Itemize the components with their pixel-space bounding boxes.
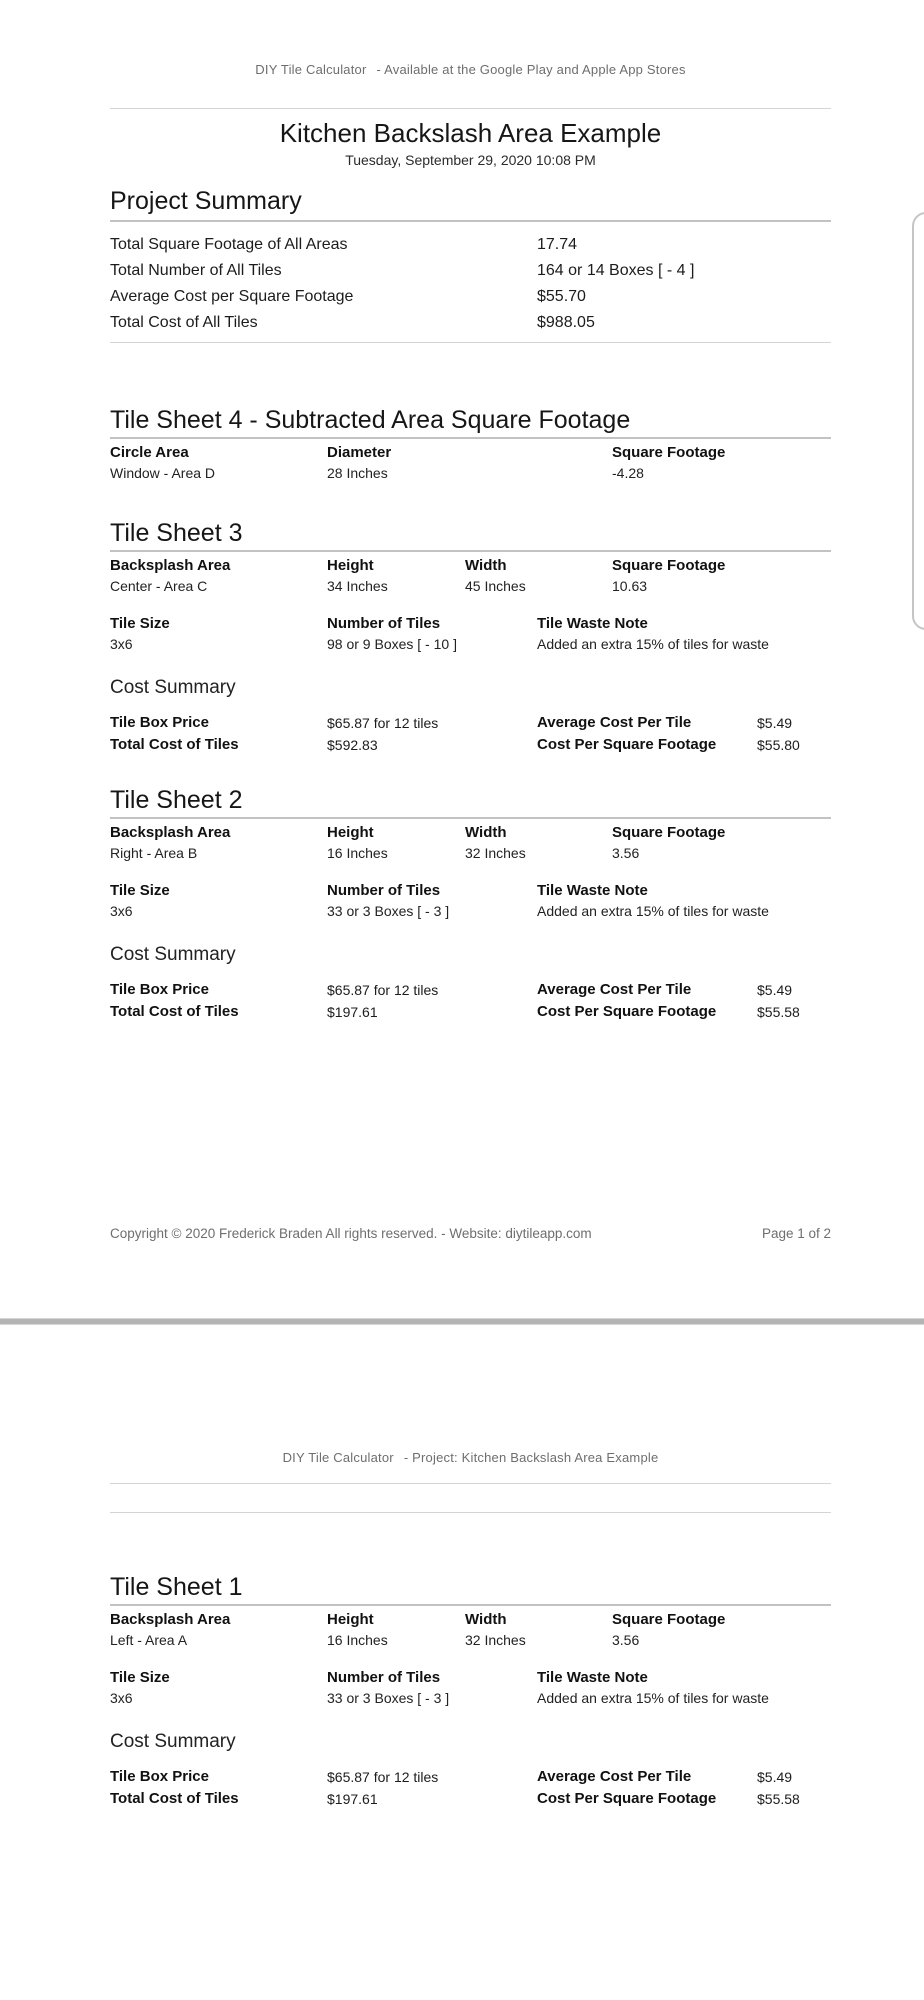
sheet3-cost-summary-heading: Cost Summary	[110, 677, 236, 698]
tile-sheet-3-heading: Tile Sheet 3	[110, 519, 243, 547]
total-cost-of-tiles-value: $197.61	[327, 1791, 378, 1807]
number-of-tiles-value: 33 or 3 Boxes [ - 3 ]	[327, 903, 450, 919]
tile-size-header: Tile Size	[110, 615, 170, 632]
total-cost-of-tiles-label: Total Cost of Tiles	[110, 1790, 239, 1807]
tile-sheet-1-rule	[110, 1604, 831, 1606]
cost-per-square-footage-label: Cost Per Square Footage	[537, 736, 717, 753]
cost-per-square-footage-label: Cost Per Square Footage	[537, 1003, 717, 1020]
backsplash-area-header: Backsplash Area	[110, 1611, 231, 1628]
project-name-note: - Project: Kitchen Backslash Area Example	[403, 1450, 659, 1465]
square-footage-value: -4.28	[612, 465, 644, 481]
width-value: 32 Inches	[465, 1632, 526, 1648]
sheet1-value-row	[110, 1630, 831, 1650]
sheet3-cost-row-2	[110, 734, 831, 756]
width-value: 45 Inches	[465, 578, 526, 594]
height-value: 16 Inches	[327, 1632, 388, 1648]
tile-waste-note-header: Tile Waste Note	[537, 615, 648, 632]
summary-row	[110, 310, 831, 336]
app-name: DIY Tile Calculator	[255, 62, 367, 77]
square-footage-value: 3.56	[612, 1632, 640, 1648]
height-value: 16 Inches	[327, 845, 388, 861]
summary-label: Total Square Footage of All Areas	[110, 236, 348, 253]
project-summary-section	[110, 186, 831, 336]
tile-waste-note-header: Tile Waste Note	[537, 1669, 648, 1686]
sheet2-value-row	[110, 843, 831, 863]
tile-box-price-label: Tile Box Price	[110, 714, 209, 731]
sheet1-cost-row-2	[110, 1788, 831, 1810]
backsplash-area-value: Right - Area B	[110, 845, 198, 861]
document-title: Kitchen Backslash Area Example	[279, 118, 662, 148]
cost-per-square-footage-value: $55.80	[757, 737, 800, 753]
summary-label: Total Cost of All Tiles	[110, 314, 258, 331]
tile-size-value: 3x6	[110, 636, 133, 652]
number-of-tiles-header: Number of Tiles	[327, 882, 441, 899]
total-cost-of-tiles-value: $197.61	[327, 1004, 378, 1020]
scrollbar-thumb[interactable]	[912, 212, 924, 630]
sheet4-header-row	[110, 443, 831, 463]
average-cost-per-tile-value: $5.49	[757, 982, 793, 998]
total-cost-of-tiles-label: Total Cost of Tiles	[110, 736, 239, 753]
tile-size-value: 3x6	[110, 903, 133, 919]
document-page-2	[0, 1325, 924, 2000]
tile-size-header: Tile Size	[110, 882, 170, 899]
sheet1-cost-row-1	[110, 1766, 831, 1788]
average-cost-per-tile-label: Average Cost Per Tile	[537, 714, 692, 731]
sheet2-cost-summary-heading: Cost Summary	[110, 944, 236, 965]
tile-waste-note-value: Added an extra 15% of tiles for waste	[537, 636, 769, 652]
sheet2-cost-row-2	[110, 1001, 831, 1023]
cost-per-square-footage-label: Cost Per Square Footage	[537, 1790, 717, 1807]
square-footage-value: 3.56	[612, 845, 640, 861]
sheet2-cost-row-1	[110, 979, 831, 1001]
height-header: Height	[327, 824, 374, 841]
diameter-header: Diameter	[327, 444, 392, 461]
number-of-tiles-header: Number of Tiles	[327, 615, 441, 632]
height-value: 34 Inches	[327, 578, 388, 594]
store-availability-note: - Available at the Google Play and Apple App Stores	[376, 62, 686, 77]
sheet3-header-row	[110, 556, 831, 576]
sheet2-tile-header-row	[110, 881, 831, 901]
tile-waste-note-value: Added an extra 15% of tiles for waste	[537, 903, 769, 919]
copyright-text: Copyright © 2020 Frederick Braden All rights reserved. - Website: diytileapp.com	[110, 1226, 592, 1241]
sheet3-tile-header-row	[110, 614, 831, 634]
summary-row	[110, 232, 831, 258]
project-summary-rule	[110, 220, 831, 222]
tile-size-header: Tile Size	[110, 1669, 170, 1686]
sheet3-cost-row-1	[110, 712, 831, 734]
summary-value: 17.74	[537, 236, 578, 253]
total-cost-of-tiles-value: $592.83	[327, 737, 378, 753]
number-of-tiles-header: Number of Tiles	[327, 1669, 441, 1686]
sheet3-tile-value-row	[110, 634, 831, 654]
tile-sheet-2-rule	[110, 817, 831, 819]
tile-sheet-2-section	[110, 785, 831, 1023]
tile-sheet-3-rule	[110, 550, 831, 552]
sheet3-value-row	[110, 576, 831, 596]
header-rule	[110, 108, 831, 109]
page2-header-rule-2	[110, 1512, 831, 1513]
tile-sheet-3-section	[110, 518, 831, 756]
square-footage-header: Square Footage	[612, 557, 726, 574]
number-of-tiles-value: 98 or 9 Boxes [ - 10 ]	[327, 636, 457, 652]
page1-header	[110, 62, 831, 77]
width-header: Width	[465, 1611, 507, 1628]
summary-value: $988.05	[537, 314, 595, 331]
number-of-tiles-value: 33 or 3 Boxes [ - 3 ]	[327, 1690, 450, 1706]
tile-sheet-4-heading: Tile Sheet 4 - Subtracted Area Square Footage	[110, 406, 631, 434]
backsplash-area-header: Backsplash Area	[110, 557, 231, 574]
diameter-value: 28 Inches	[327, 465, 388, 481]
sheet1-tile-header-row	[110, 1668, 831, 1688]
average-cost-per-tile-label: Average Cost Per Tile	[537, 1768, 692, 1785]
page2-header-rule-1	[110, 1483, 831, 1484]
app-name: DIY Tile Calculator	[282, 1450, 394, 1465]
tile-sheet-4-section	[110, 405, 831, 483]
tile-waste-note-value: Added an extra 15% of tiles for waste	[537, 1690, 769, 1706]
tile-box-price-label: Tile Box Price	[110, 1768, 209, 1785]
tile-box-price-label: Tile Box Price	[110, 981, 209, 998]
summary-row	[110, 284, 831, 310]
square-footage-value: 10.63	[612, 578, 648, 594]
sheet1-header-row	[110, 1610, 831, 1630]
total-cost-of-tiles-label: Total Cost of Tiles	[110, 1003, 239, 1020]
summary-value: $55.70	[537, 288, 586, 305]
tile-box-price-value: $65.87 for 12 tiles	[327, 1769, 439, 1785]
square-footage-header: Square Footage	[612, 824, 726, 841]
average-cost-per-tile-value: $5.49	[757, 1769, 793, 1785]
cost-per-square-footage-value: $55.58	[757, 1791, 800, 1807]
width-value: 32 Inches	[465, 845, 526, 861]
summary-label: Average Cost per Square Footage	[110, 288, 354, 305]
backsplash-area-value: Center - Area C	[110, 578, 208, 594]
backsplash-area-value: Left - Area A	[110, 1632, 188, 1648]
width-header: Width	[465, 824, 507, 841]
summary-label: Total Number of All Tiles	[110, 262, 282, 279]
tile-waste-note-header: Tile Waste Note	[537, 882, 648, 899]
tile-sheet-2-heading: Tile Sheet 2	[110, 786, 243, 814]
circle-area-value: Window - Area D	[110, 465, 216, 481]
average-cost-per-tile-label: Average Cost Per Tile	[537, 981, 692, 998]
summary-value: 164 or 14 Boxes [ - 4 ]	[537, 262, 695, 279]
tile-sheet-1-section	[110, 1572, 831, 1810]
page-number-label: Page 1 of 2	[761, 1226, 831, 1241]
tile-sheet-1-heading: Tile Sheet 1	[110, 1573, 243, 1601]
average-cost-per-tile-value: $5.49	[757, 715, 793, 731]
page1-footer	[110, 1226, 831, 1241]
tile-box-price-value: $65.87 for 12 tiles	[327, 982, 439, 998]
sheet1-tile-value-row	[110, 1688, 831, 1708]
square-footage-header: Square Footage	[612, 444, 726, 461]
tile-box-price-value: $65.87 for 12 tiles	[327, 715, 439, 731]
tile-size-value: 3x6	[110, 1690, 133, 1706]
summary-row	[110, 258, 831, 284]
height-header: Height	[327, 557, 374, 574]
sheet1-cost-summary-heading: Cost Summary	[110, 1731, 236, 1752]
sheet2-tile-value-row	[110, 901, 831, 921]
sheet4-value-row	[110, 463, 831, 483]
summary-bottom-rule	[110, 342, 831, 343]
sheet2-header-row	[110, 823, 831, 843]
tile-sheet-4-rule	[110, 437, 831, 439]
circle-area-header: Circle Area	[110, 444, 189, 461]
page-break-divider	[0, 1318, 924, 1325]
backsplash-area-header: Backsplash Area	[110, 824, 231, 841]
square-footage-header: Square Footage	[612, 1611, 726, 1628]
page2-header	[110, 1450, 831, 1465]
width-header: Width	[465, 557, 507, 574]
cost-per-square-footage-value: $55.58	[757, 1004, 800, 1020]
height-header: Height	[327, 1611, 374, 1628]
project-summary-heading: Project Summary	[110, 187, 302, 215]
document-date: Tuesday, September 29, 2020 10:08 PM	[345, 152, 596, 168]
